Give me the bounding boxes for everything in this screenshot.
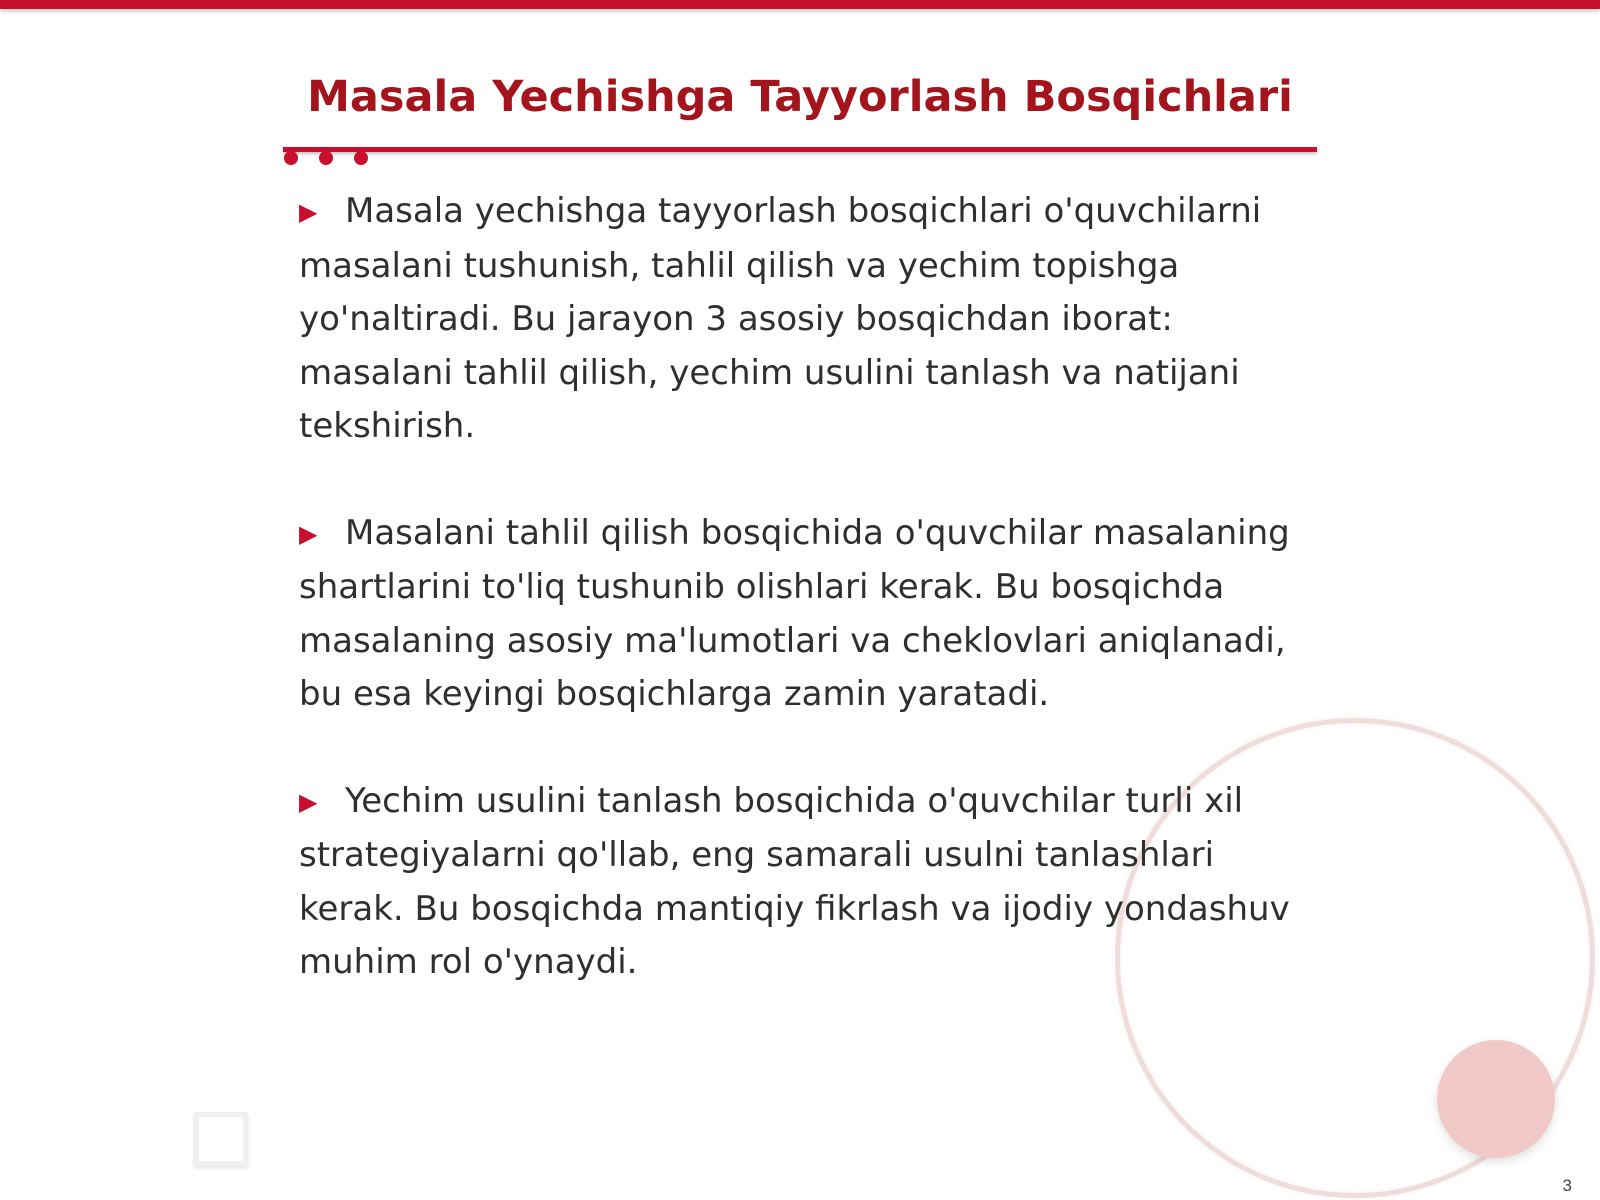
triangle-right-icon: ▶	[299, 519, 318, 548]
bullet-text: Masala yechishga tayyorlash bosqichlari o'quvchilarni masalani tushunish, tahlil qilish va yechim topishga yo'naltiradi. Bu jarayon 3 asosiy bosqichdan iborat: masalani tahlil qilish, yechim usulini tanlash va natijani tekshirish.	[299, 191, 1262, 446]
page-number: 3	[1562, 1176, 1572, 1195]
bullet-text: Masalani tahlil qilish bosqichida o'quvchilar masalaning shartlarini to'liq tushunib olishlari kerak. Bu bosqichda masalaning asosiy ma'lumotlari va cheklovlari aniqlanadi, bu esa keyingi bosqichlarga zamin yaratadi.	[299, 512, 1290, 714]
bullet-text: Yechim usulini tanlash bosqichida o'quvchilar turli xil strategiyalarni qo'llab, eng samarali usulni tanlashlari kerak. Bu bosqichda mantiqiy fikrlash va ijodiy yondashuv muhim rol o'ynaydi.	[299, 780, 1290, 982]
triangle-right-icon: ▶	[299, 198, 318, 226]
title-dot-2	[319, 151, 333, 165]
bullet-item	[299, 775, 1309, 990]
bullet-list	[299, 185, 1309, 1043]
decorative-circle	[1437, 1040, 1555, 1158]
bullet-item	[299, 185, 1309, 454]
top-accent-bar	[0, 0, 1600, 9]
title-underline	[283, 147, 1317, 152]
decorative-square	[194, 1112, 248, 1166]
triangle-right-icon: ▶	[299, 787, 318, 816]
bullet-item	[299, 507, 1309, 722]
title-dot-3	[354, 151, 368, 165]
slide-title: Masala Yechishga Tayyorlash Bosqichlari	[307, 72, 1293, 122]
title-dot-1	[284, 151, 298, 165]
